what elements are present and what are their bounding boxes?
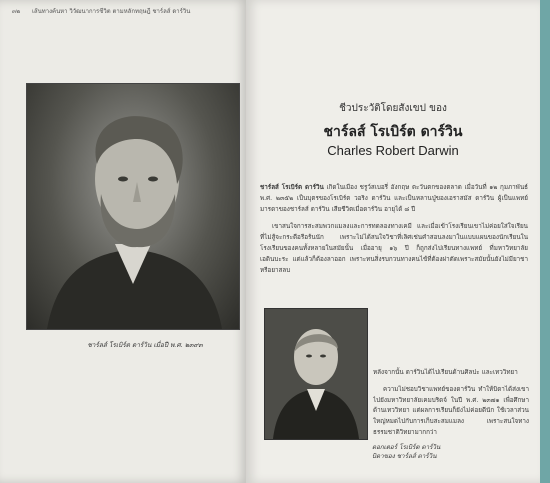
running-head-text: เส้นทางค้นหา วิวัฒนาการชีวิต ตามหลักทฤษฎี ชาร์ลส์ ดาร์วิน	[31, 8, 191, 15]
chapter-title-thai: ชาร์ลส์ โรเบิร์ต ดาร์วิน	[323, 124, 463, 140]
paragraph-1-body: เกิดในเมือง ชรูว์สเบอรี่ อังกฤษ ตะวันตกของตลาด เมื่อวันที่ ๑๒ กุมภาพันธ์ พ.ศ. ๒๓๕๒ เป็นบุตรของโรเบิร์ต วอริง ดาร์วิน และเป็นหลานปู่ของเอราสมัส ดาร์วิน ผู้เป็นแพทย์ มารดาของชาร์ลส์ ดาร์วิน เสียชีวิตเมื่อดาร์วิน อายุได้ ๘ ปี	[260, 184, 528, 213]
paragraph-2-continued: หลังจากนั้น ดาร์วินได้ไปเรียนด้านศิลปะ และเทววิทยา	[373, 369, 518, 376]
paragraph-2: เขาสนใจการสะสมพวกแมลงและการทดลองทางเคมี และเมื่อเข้าโรงเรียนเขาไม่ค่อยใส่ใจเรียนที่ไม่สู้จะกระตือรือร้นนัก เพราะไม่ได้สนใจวิชาที่เลิศเช่นคำสอนลงมาในแบบแผนของนักเรียนในโรงเรียนของคนทั้งหลายในสมัยนั้น เมื่ออายุ ๑๖ ปี ก็ถูกส่งไปเรียนทางแพทย์ ที่มหาวิทยาลัยเอดินบะระ แต่แล้วก็ต้องลาออก เพราะทนสิ่งรบกวนทางคนไข้ที่ต้องผ่าตัดเพราะสมัยนั้นยังไม่มียาชาหรือยาสลบ	[260, 223, 528, 274]
portrait-illustration	[27, 84, 239, 329]
page-number: ๓๒	[12, 8, 21, 15]
portrait-illustration-small	[265, 309, 367, 439]
paragraph-1-lead: ชาร์ลส์ โรเบิร์ต ดาร์วิน	[260, 184, 324, 191]
darwin-portrait-photo	[26, 83, 240, 330]
caption-line-1: ดอกเตอร์ โรเบิร์ต ดาร์วิน	[372, 444, 441, 451]
left-page	[0, 0, 248, 483]
caption-line-2: บิดาของ ชาร์ลส์ ดาร์วิน	[372, 453, 437, 460]
paragraph-3: ความไม่ชอบวิชาแพทย์ของดาร์วิน ทำให้บิดาได้ส่งเขาไปยังมหาวิทยาลัยเคมบริดจ์ ในปี พ.ศ. ๒๓๗๑ เพื่อศึกษาด้านเทววิทยา แต่ผลการเรียนก็ยังไม่ค่อยดีนัก ใช้เวลาส่วนใหญ่หมดไปกับการเก็บสะสมแมลง เพราะสนใจทางธรรมชาติวิทยามากกว่า	[373, 385, 529, 436]
biography-text-column	[373, 368, 529, 445]
portrait-caption: ชาร์ลส์ โรเบิร์ต ดาร์วิน เมื่อปี พ.ศ. ๒๓๙๓	[87, 341, 203, 349]
robert-darwin-caption	[372, 443, 482, 461]
running-head	[12, 6, 238, 16]
robert-darwin-portrait-photo	[264, 308, 368, 440]
biography-text	[260, 183, 528, 283]
paragraph-1	[260, 183, 528, 215]
chapter-subtitle: ชีวประวัติโดยสังเขป ของ	[339, 103, 447, 114]
chapter-title-english: Charles Robert Darwin	[327, 143, 459, 158]
